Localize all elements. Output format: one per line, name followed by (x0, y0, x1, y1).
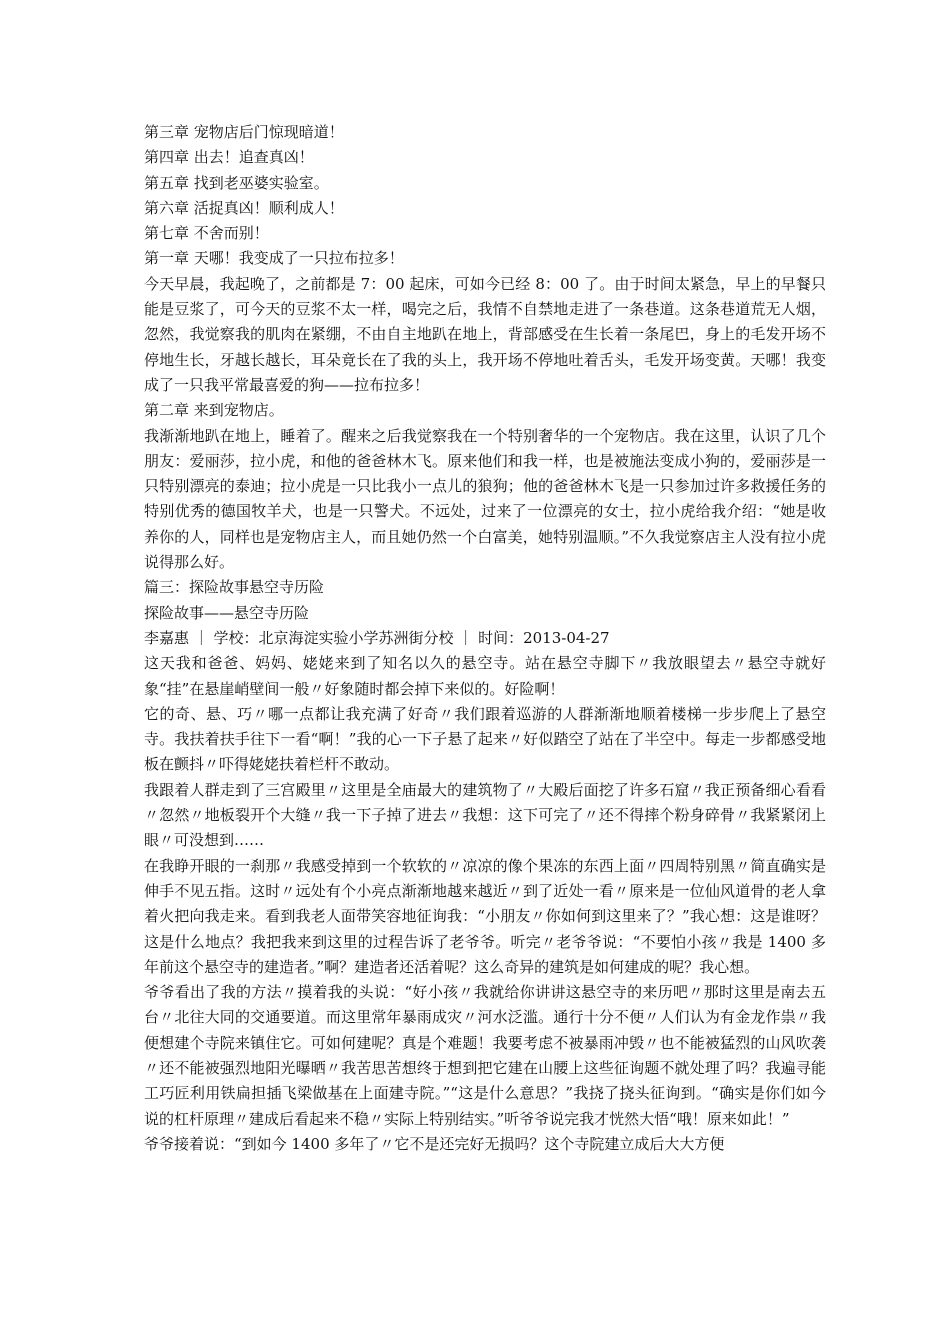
paragraph-continuation: 爷爷接着说：“到如今 1400 多年了〃它不是还完好无损吗？这个寺院建立成后大大方便 (144, 1134, 725, 1153)
paragraph-history: 爷爷看出了我的方法〃摸着我的头说：“好小孩〃我就给你讲讲这悬空寺的来历吧〃那时这里是南去五台〃北往大同的交通要道。而这里常年暴雨成灾〃河水泛滥。通行十分不便〃人们认为有金龙作祟〃我便想建个寺院来镇住它。可如何建呢？真是个难题！我要考虑不被暴雨冲毁〃也不能被猛烈的山风吹袭〃还不能被强烈地阳光曝晒〃我苦思苦想终于想到把它建在山腰上这些征询题不就处理了吗？我遍寻能工巧匠利用铁扁担插飞梁做基在上面建寺院。”“这是什么意思？”我挠了挠头征询到。“确实是你们如今说的杠杆原理〃建成后看起来不稳〃实际上特别结实。”听爷爷说完我才恍然大悟“哦！原来如此！” (144, 983, 826, 1128)
chapter-2-heading: 第二章 来到宠物店。 (144, 401, 284, 420)
document-body (144, 120, 826, 1157)
chapter-1-heading: 第一章 天哪！我变成了一只拉布拉多！ (144, 249, 404, 268)
paragraph-climbing: 它的奇、悬、巧〃哪一点都让我充满了好奇〃我们跟着巡游的人群渐渐地顺着楼梯一步步爬上了悬空寺。我扶着扶手往下一看“啊！”我的心一下子悬了起来〃好似踏空了站在了半空中。每走一步都感受地板在颤抖〃吓得姥姥扶着栏杆不敢动。 (144, 704, 826, 774)
paragraph-chapter-1-story: 今天早晨，我起晚了，之前都是 7：00 起床，可如今已经 8：00 了。由于时间太紧急，早上的早餐只能是豆浆了，可今天的豆浆不太一样，喝完之后，我情不自禁地走进了一条巷道。这条巷道荒无人烟，忽然，我觉察我的肌肉在紧绷，不由自主地趴在地上，背部感受在生长着一条尾巴，身上的毛发开场不停地生长，牙越长越长，耳朵竟长在了我的头上，我开场不停地吐着舌头，毛发开场变黄。天哪！我变成了一只我平常最喜爱的狗——拉布拉多！ (144, 274, 826, 394)
paragraph-falling: 我跟着人群走到了三宫殿里〃这里是全庙最大的建筑物了〃大殿后面挖了许多石窟〃我正预备细心看看〃忽然〃地板裂开个大缝〃我一下子掉了进去〃我想：这下可完了〃还不得摔个粉身碎骨〃我紧紧闭上眼〃可没想到…… (144, 780, 826, 850)
toc-line-chapter-4: 第四章 出去！追查真凶！ (144, 148, 314, 167)
paragraph-meeting-elder: 在我睁开眼的一刹那〃我感受掉到一个软软的〃凉凉的像个果冻的东西上面〃四周特别黑〃简直确实是伸手不见五指。这时〃远处有个小亮点渐渐地越来越近〃到了近处一看〃原来是一位仙风道骨的老人拿着火把向我走来。看到我老人面带笑容地征询我：“小朋友〃你如何到这里来了？”我心想：这是谁呀？这是什么地点？我把我来到这里的过程告诉了老爷爷。听完〃老爷爷说：“不要怕小孩〃我是 1400 多年前这个悬空寺的建造者。”啊？建造者还活着呢？这么奇异的建筑是如何建成的呢？我心想。 (144, 856, 826, 976)
paragraph-chapter-2-story: 我渐渐地趴在地上，睡着了。醒来之后我觉察我在一个特别奢华的一个宠物店。我在这里，认识了几个朋友：爱丽莎，拉小虎，和他的爸爸林木飞。原来他们和我一样，也是被施法变成小狗的，爱丽莎是一只特别漂亮的泰迪；拉小虎是一只比我小一点儿的狼狗；他的爸爸林木飞是一只参加过许多救援任务的特别优秀的德国牧羊犬，也是一只警犬。不远处，过来了一位漂亮的女士，拉小虎给我介绍：“她是收养你的人，同样也是宠物店主人，而且她仍然一个白富美，她特别温顺。”不久我觉察店主人没有拉小虎说得那么好。 (144, 426, 826, 572)
toc-line-chapter-5: 第五章 找到老巫婆实验室。 (144, 173, 329, 192)
story-title: 探险故事——悬空寺历险 (144, 603, 310, 622)
toc-line-chapter-7: 第七章 不舍而别！ (144, 224, 269, 243)
toc-line-chapter-3: 第三章 宠物店后门惊现暗道！ (144, 123, 344, 141)
author-info-line: 李嘉惠 ｜ 学校：北京海淀实验小学苏洲街分校 ｜ 时间：2013-04-27 (144, 628, 610, 647)
paragraph-arrival: 这天我和爸爸、妈妈、姥姥来到了知名以久的悬空寺。站在悬空寺脚下〃我放眼望去〃悬空寺就好象“挂”在悬崖峭壁间一般〃好象随时都会掉下来似的。好险啊！ (144, 654, 826, 698)
section-3-heading: 篇三：探险故事悬空寺历险 (144, 578, 325, 597)
toc-line-chapter-6: 第六章 活捉真凶！顺利成人！ (144, 198, 344, 217)
